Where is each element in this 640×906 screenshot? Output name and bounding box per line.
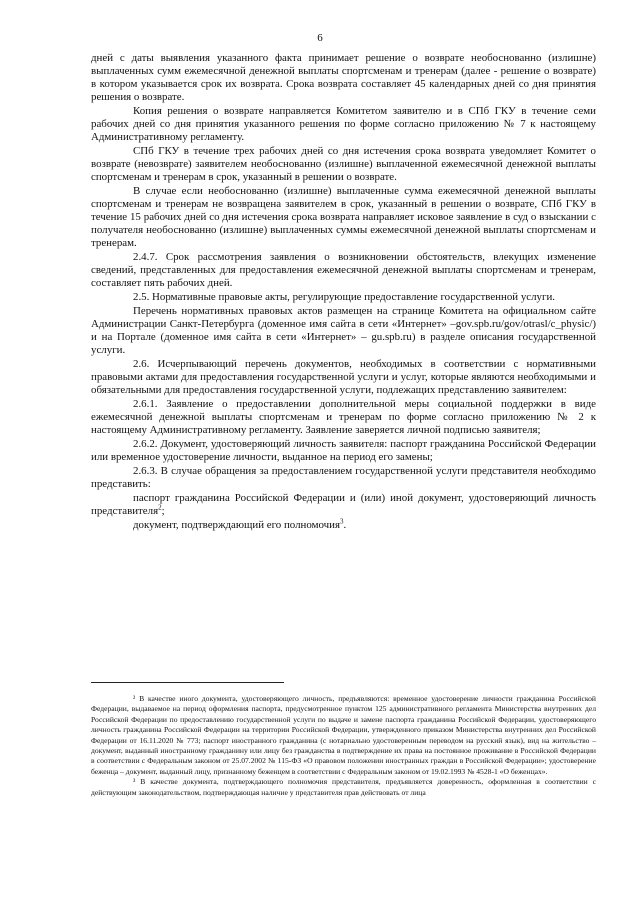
paragraph: 2.6.1. Заявление о предоставлении дополнительной меры социальной поддержки в виде ежемесячной денежной выплаты спортсменам и тренерам по форме согласно приложению № 2 к настоящему Административному регламенту. Заявление заверяется личной подписью заявителя; [91,398,596,436]
paragraph: 2.6.2. Документ, удостоверяющий личность заявителя: паспорт гражданина Российской Федерации или временное удостоверение личности, выданное на период его замены; [91,438,596,463]
paragraph: дней с даты выявления указанного факта принимает решение о возврате необоснованно (излишне) выплаченных сумм ежемесячной денежной выплаты спортсменам и тренерам (далее - решение о возврате) в котором указывается срок их возврата. Срока возврата составляет 45 календарных дней со дня принятия решения о возврате. [91,52,596,103]
paragraph [91,492,596,518]
footnote-ref[interactable]: 2 [158,503,162,512]
footnote: ² В качестве иного документа, удостоверяющего личность, предъявляются: временное удостоверение личности гражданина Российской Федерации, выдаваемое на период оформления паспорта, предусмотренное пунктом 125 административного регламента Министерства внутренних дел Российской Федерации по предоставлению государственной услуги по выдаче и замене паспорта гражданина Российской Федерации, удостоверяющего личность гражданина Российской Федерации на территории Российской Федерации, утвержденного приказом Министерства внутренних дел Российской Федерации от 16.11.2020 № 773; паспорт иностранного гражданина (с нотариально удостоверенным переводом на русский язык), вид на жительство – документ, выданный иностранному гражданину или лицу без гражданства в подтверждение их права на постоянное проживание в Российской Федерации в соответствии с Федеральным законом от 25.07.2002 № 115-ФЗ «О правовом положении иностранных граждан в Российской Федерации»; удостоверение беженца – документ, выданный лицу, признанному беженцем в соответствии с Федеральным законом от 19.02.1993 № 4528-1 «О беженцах». [91,694,596,776]
footnote-separator [91,682,284,683]
document-body [91,52,596,533]
page-number: 6 [317,32,323,44]
footnote: ³ В качестве документа, подтверждающего полномочия представителя, предъявляется доверенность, оформленная в соответствии с действующим законодательством, подтверждающая наличие у представителя прав действовать от лица [91,777,596,797]
paragraph-punct: . [343,519,347,531]
paragraph: 2.6. Исчерпывающий перечень документов, необходимых в соответствии с нормативными правовыми актами для предоставления государственной услуги и услуг, которые являются необходимыми и обязательными для предоставления государственной услуги, подлежащих представлению заявителем: [91,358,596,396]
paragraph [91,519,596,532]
footnote-ref[interactable]: 3 [339,517,344,526]
footnotes [91,694,596,798]
paragraph-punct: ; [161,505,165,517]
paragraph: 2.6.3. В случае обращения за предоставлением государственной услуги представителя необходимо представить: [91,465,596,490]
paragraph: В случае если необоснованно (излишне) выплаченные сумма ежемесячной денежной выплаты спортсменам и тренерам не возвращена заявителем в срок, указанный в решении о возврате, СПб ГКУ в течение 15 рабочих дней со дня истечения срока возврата направляет исковое заявление в суд о взыскании с получателя необоснованно (излишне) выплаченных суммы ежемесячной денежной выплаты спортсменам и тренерам. [91,185,596,249]
paragraph: 2.5. Нормативные правовые акты, регулирующие предоставление государственной услуги. [133,291,555,303]
paragraph-text: паспорт гражданина Российской Федерации и (или) иной документ, удостоверяющий личность представителя [91,492,596,517]
paragraph-text: документ, подтверждающий его полномочия [133,519,340,531]
paragraph: Копия решения о возврате направляется Комитетом заявителю и в СПб ГКУ в течение семи рабочих дней со дня принятия указанного решения по форме согласно приложению № 7 к настоящему Административному регламенту. [91,105,596,143]
paragraph: Перечень нормативных правовых актов размещен на странице Комитета на официальном сайте Администрации Санкт-Петербурга (доменное имя сайта в сети «Интернет» –gov.spb.ru/gov/otrasl/c_physic/) и на Портале (доменное имя сайта в сети «Интернет» – gu.spb.ru) в разделе описания государственной услуги. [91,305,596,356]
paragraph: 2.4.7. Срок рассмотрения заявления о возникновении обстоятельств, влекущих изменение сведений, представленных для предоставления ежемесячной денежной выплаты спортсменам и тренерам, составляет пять рабочих дней. [91,251,596,289]
paragraph: СПб ГКУ в течение трех рабочих дней со дня истечения срока возврата уведомляет Комитет о возврате (невозврате) заявителем необоснованно (излишне) выплаченной ежемесячной денежной выплаты спортсменам и тренерам в срок, указанный в решении о возврате. [91,145,596,183]
